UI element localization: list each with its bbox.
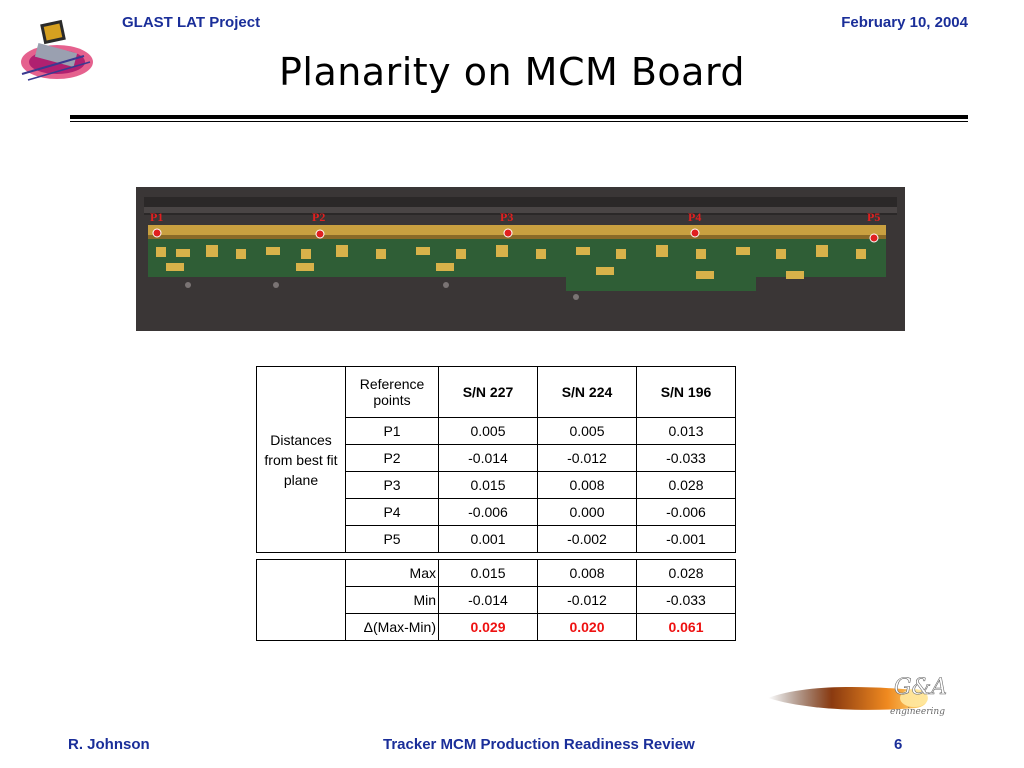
row-point: P2 xyxy=(346,445,439,472)
ga-logo-text: G&A xyxy=(894,675,948,700)
summary-label: Min xyxy=(346,587,439,614)
row-value: 0.005 xyxy=(538,418,637,445)
row-value: -0.006 xyxy=(637,499,736,526)
ga-logo-subtext: engineering xyxy=(890,707,945,717)
summary-value: -0.033 xyxy=(637,587,736,614)
footer-event: Tracker MCM Production Readiness Review xyxy=(383,736,695,753)
column-header: S/N 196 xyxy=(637,367,736,418)
table-header-row xyxy=(257,367,736,418)
table-gap xyxy=(257,553,736,560)
row-value: 0.028 xyxy=(637,472,736,499)
row-value: 0.008 xyxy=(538,472,637,499)
summary-value: -0.014 xyxy=(439,587,538,614)
point-label-p5: P5 xyxy=(867,210,881,224)
column-header: S/N 227 xyxy=(439,367,538,418)
summary-value-highlight: 0.020 xyxy=(538,614,637,641)
summary-value: -0.012 xyxy=(538,587,637,614)
page-title: Planarity on MCM Board xyxy=(278,50,746,94)
footer-author: R. Johnson xyxy=(68,736,150,753)
summary-label: Max xyxy=(346,560,439,587)
row-value: -0.012 xyxy=(538,445,637,472)
row-value: -0.014 xyxy=(439,445,538,472)
row-value: 0.001 xyxy=(439,526,538,553)
summary-label: Δ(Max-Min) xyxy=(346,614,439,641)
row-point: P4 xyxy=(346,499,439,526)
ga-engineering-logo xyxy=(766,664,956,726)
summary-value: 0.008 xyxy=(538,560,637,587)
row-value: 0.013 xyxy=(637,418,736,445)
point-label-p4: P4 xyxy=(688,210,702,224)
title-rule xyxy=(70,115,968,119)
point-label-p3: P3 xyxy=(500,210,514,224)
point-label-p2: P2 xyxy=(312,210,326,224)
header-project: GLAST LAT Project xyxy=(122,14,261,31)
row-value: -0.006 xyxy=(439,499,538,526)
row-value: 0.015 xyxy=(439,472,538,499)
mcm-board-photo xyxy=(136,187,905,331)
column-header: S/N 224 xyxy=(538,367,637,418)
header-date: February 10, 2004 xyxy=(841,14,968,31)
summary-value-highlight: 0.029 xyxy=(439,614,538,641)
side-label: Distances from best fit plane xyxy=(257,367,346,553)
ref-header: Reference points xyxy=(346,367,439,418)
row-value: -0.033 xyxy=(637,445,736,472)
row-value: -0.001 xyxy=(637,526,736,553)
row-value: -0.002 xyxy=(538,526,637,553)
planarity-table xyxy=(256,366,736,641)
summary-blank xyxy=(257,560,346,641)
row-value: 0.005 xyxy=(439,418,538,445)
row-value: 0.000 xyxy=(538,499,637,526)
summary-value-highlight: 0.061 xyxy=(637,614,736,641)
point-label-p1: P1 xyxy=(150,210,164,224)
row-point: P5 xyxy=(346,526,439,553)
summary-value: 0.015 xyxy=(439,560,538,587)
summary-row xyxy=(257,560,736,587)
title-rule-thin xyxy=(70,121,968,122)
summary-value: 0.028 xyxy=(637,560,736,587)
footer-page-number: 6 xyxy=(894,736,903,753)
row-point: P3 xyxy=(346,472,439,499)
row-point: P1 xyxy=(346,418,439,445)
